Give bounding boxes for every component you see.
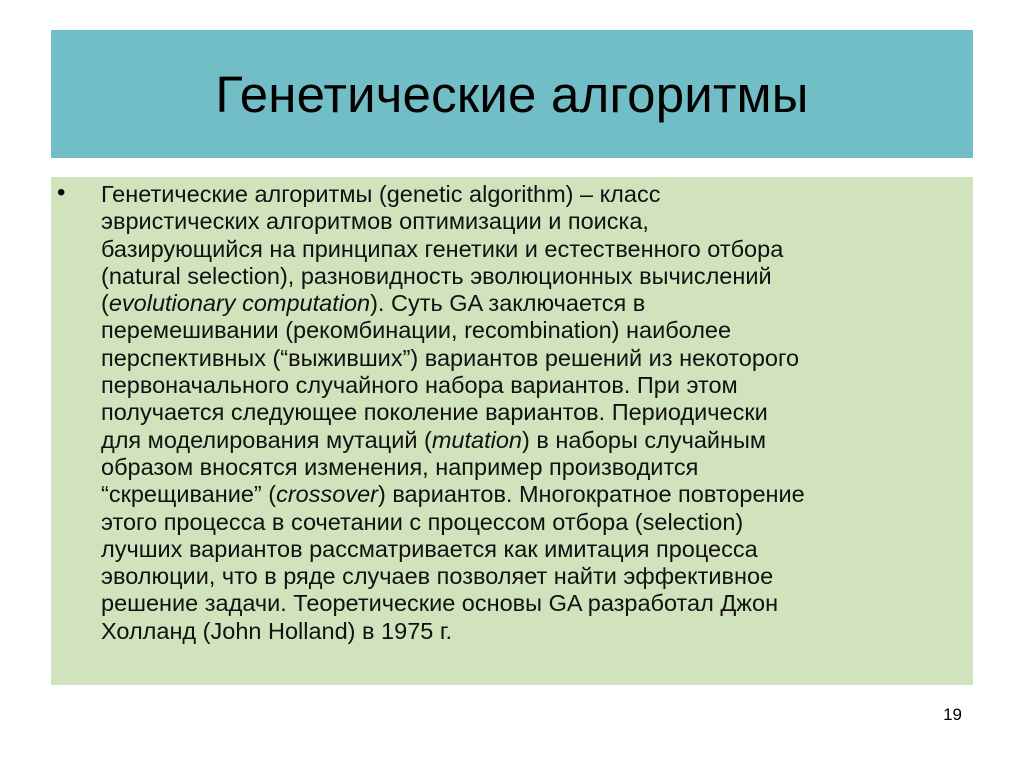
paragraph-line xyxy=(101,372,967,399)
bullet-point-marker: • xyxy=(57,179,66,206)
paragraph-line xyxy=(101,563,967,590)
text-segment: ) в наборы случайным xyxy=(521,426,767,453)
text-segment: (natural selection), разновидность эволюционных вычислений xyxy=(101,262,772,289)
italic-term: mutation xyxy=(431,426,522,453)
text-segment: ( xyxy=(101,290,109,317)
italic-term: evolutionary computation xyxy=(108,290,371,317)
paragraph-line xyxy=(101,590,967,617)
paragraph-line xyxy=(101,263,967,290)
text-segment: Генетические алгоритмы (genetic algorithm) – класс xyxy=(101,181,661,207)
text-segment: этого процесса в сочетании с процессом отбора (selection) xyxy=(101,508,744,535)
paragraph-line xyxy=(101,236,967,263)
text-segment: базирующийся на принципах генетики и естественного отбора xyxy=(101,235,784,262)
paragraph-line xyxy=(101,427,967,454)
paragraph-line xyxy=(101,509,967,536)
paragraph-line xyxy=(101,618,967,645)
text-segment: ). Суть GA заключается в xyxy=(370,290,646,317)
paragraph-line xyxy=(101,208,967,235)
text-segment: Холланд (John Holland) в 1975 г. xyxy=(101,617,453,644)
text-segment: перспективных (“выживших”) вариантов решений из некоторого xyxy=(101,344,800,371)
paragraph-line xyxy=(101,399,967,426)
paragraph-line xyxy=(101,345,967,372)
text-segment: для моделирования мутаций ( xyxy=(101,426,432,453)
text-segment: эвристических алгоритмов оптимизации и поиска, xyxy=(101,208,649,235)
text-segment: перемешивании (рекомбинации, recombination) наиболее xyxy=(101,317,732,344)
slide-title: Генетические алгоритмы xyxy=(215,65,809,123)
paragraph-line xyxy=(101,454,967,481)
text-segment: получается следующее поколение вариантов. Периодически xyxy=(101,399,768,426)
text-segment: решение задачи. Теоретические основы GA разработал Джон xyxy=(101,590,779,617)
text-segment: эволюции, что в ряде случаев позволяет найти эффективное xyxy=(101,563,774,590)
paragraph-line xyxy=(101,181,967,208)
title-banner xyxy=(51,30,973,158)
text-segment: “скрещивание” ( xyxy=(101,481,277,508)
italic-term: crossover xyxy=(276,481,378,508)
paragraph-line xyxy=(101,481,967,508)
text-segment: первоначального случайного набора вариантов. При этом xyxy=(101,372,738,399)
paragraph-line xyxy=(101,290,967,317)
text-segment: ) вариантов. Многократное повторение xyxy=(377,481,805,508)
bullet-paragraph xyxy=(101,181,967,645)
text-segment: лучших вариантов рассматривается как имитация процесса xyxy=(101,535,758,562)
paragraph-line xyxy=(101,536,967,563)
paragraph-line xyxy=(101,317,967,344)
page-number: 19 xyxy=(943,705,962,724)
text-segment: образом вносятся изменения, например производится xyxy=(101,453,699,480)
